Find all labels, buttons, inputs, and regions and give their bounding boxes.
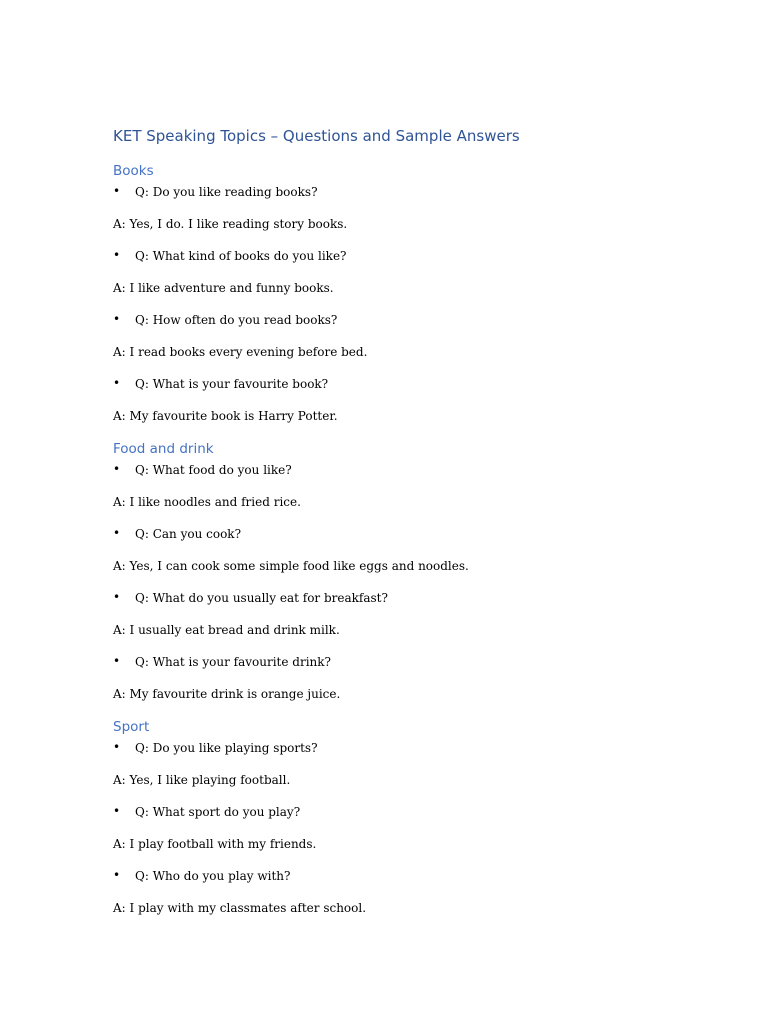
question-item <box>113 460 713 480</box>
sections-container <box>113 160 713 918</box>
question-item <box>113 310 713 330</box>
answer-text: A: My favourite drink is orange juice. <box>113 687 341 701</box>
question-item <box>113 802 713 822</box>
answer-text: A: Yes, I do. I like reading story books. <box>113 217 348 231</box>
bullet-icon: • <box>113 740 121 754</box>
bullet-icon: • <box>113 462 121 476</box>
question-text: Q: What sport do you play? <box>135 805 301 819</box>
document-page <box>113 124 713 930</box>
answer-text: A: I usually eat bread and drink milk. <box>113 623 340 637</box>
bullet-icon: • <box>113 804 121 818</box>
answer-text: A: I like adventure and funny books. <box>113 281 334 295</box>
bullet-icon: • <box>113 654 121 668</box>
question-item <box>113 866 713 886</box>
section-heading: Sport <box>113 719 150 735</box>
answer-text: A: I play football with my friends. <box>113 837 317 851</box>
section-sport <box>113 716 713 918</box>
bullet-icon: • <box>113 312 121 326</box>
section-books <box>113 160 713 426</box>
bullet-icon: • <box>113 248 121 262</box>
bullet-icon: • <box>113 376 121 390</box>
bullet-icon: • <box>113 590 121 604</box>
bullet-icon: • <box>113 184 121 198</box>
section-heading: Books <box>113 163 154 179</box>
question-item <box>113 652 713 672</box>
question-item <box>113 374 713 394</box>
question-item <box>113 182 713 202</box>
question-text: Q: Who do you play with? <box>135 869 291 883</box>
question-text: Q: What is your favourite book? <box>135 377 329 391</box>
section-heading: Food and drink <box>113 441 214 457</box>
question-item <box>113 588 713 608</box>
question-text: Q: What do you usually eat for breakfast? <box>135 591 388 605</box>
question-text: Q: What food do you like? <box>135 463 292 477</box>
document-title: KET Speaking Topics – Questions and Sample Answers <box>113 127 520 145</box>
question-text: Q: Do you like reading books? <box>135 185 318 199</box>
answer-text: A: I like noodles and fried rice. <box>113 495 301 509</box>
question-text: Q: How often do you read books? <box>135 313 338 327</box>
question-text: Q: What is your favourite drink? <box>135 655 331 669</box>
question-text: Q: Can you cook? <box>135 527 241 541</box>
question-item <box>113 524 713 544</box>
answer-text: A: Yes, I can cook some simple food like eggs and noodles. <box>113 559 469 573</box>
question-item <box>113 246 713 266</box>
answer-text: A: I play with my classmates after school. <box>113 901 367 915</box>
question-text: Q: What kind of books do you like? <box>135 249 347 263</box>
bullet-icon: • <box>113 526 121 540</box>
question-item <box>113 738 713 758</box>
section-food-and-drink <box>113 438 713 704</box>
bullet-icon: • <box>113 868 121 882</box>
question-text: Q: Do you like playing sports? <box>135 741 318 755</box>
answer-text: A: My favourite book is Harry Potter. <box>113 409 338 423</box>
answer-text: A: Yes, I like playing football. <box>113 773 291 787</box>
answer-text: A: I read books every evening before bed. <box>113 345 368 359</box>
